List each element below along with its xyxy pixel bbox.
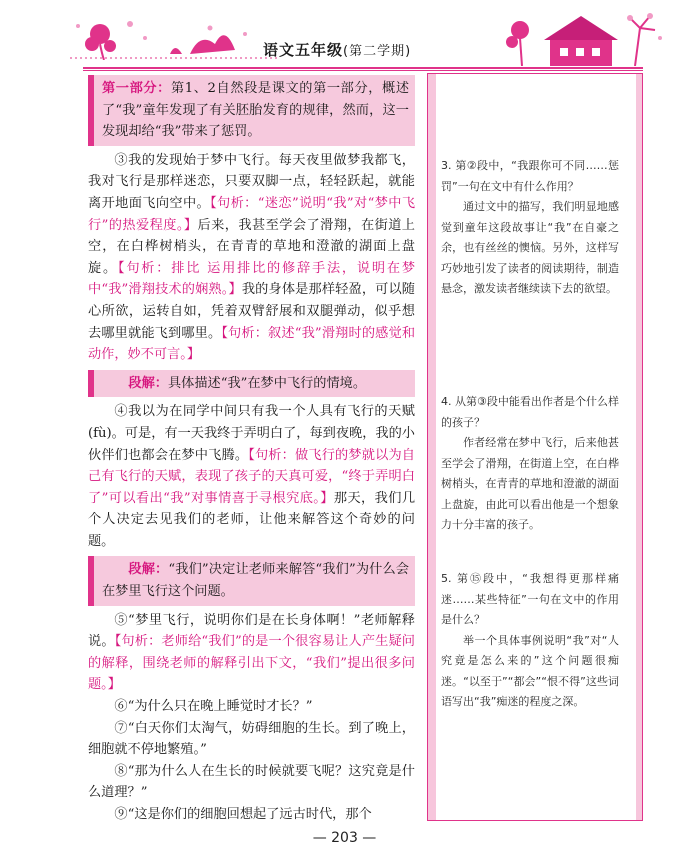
sentence-note: 【句析：“迷恋”说明“我”对“梦中飞行”的热爱程度。】 [88,195,416,233]
page-header [0,0,689,70]
question-4-answer: 作者经常在梦中飞行，后来他甚至学会了滑翔，在街道上空，在白桦树梢头，在青青的草地和澄澈的湖面上盘旋，由此可以看出他是一个想象力十分丰富的孩子。 [441,436,619,531]
paragraph-3-text-c: 我的身体是那样轻盈，可以随心所欲，运转自如，凭着双臂舒展和双腿弹动，似乎想去哪里就能飞到哪里。 [88,282,415,341]
sentence-note: 【句析：排比 运用排比的修辞手法，说明在梦中“我”滑翔技术的娴熟。】 [88,260,416,298]
paragraph-summary-text: 具体描述“我”在梦中飞行的情境。 [167,375,367,391]
paragraph-summary-label: 段解： [128,375,168,391]
paragraph-6: ⑥“为什么只在晚上睡觉时才长？” [114,699,313,715]
paragraph-7: ⑦“白天你们太淘气，妨碍细胞的生长。到了晚上，细胞就不停地繁殖。” [88,720,415,758]
side-questions-column [427,73,643,821]
flower-decoration-left [70,14,280,60]
question-5-prompt: 5. 第⑮段中，“我想得更那样痛迷……某些特征”一句在文中的作用是什么？ [441,572,619,626]
question-3-answer: 通过文中的描写，我们明显地感觉到童年这段故事让“我”在自豪之余，也有丝丝的懊恼。另外，这样写巧妙地引发了读者的阅读期待，制造悬念，激发读者继续读下去的欲望。 [441,200,619,295]
question-3-prompt: 3. 第②段中，“我跟你可不同……惩罚”一句在文中有什么作用？ [441,159,619,193]
header-rule [83,67,643,71]
main-text-column [88,75,415,826]
sentence-note: 【句析：叙述“我”滑翔时的感觉和动作，妙不可言。】 [88,325,416,363]
paragraph-5-text: ⑤“梦里飞行，说明你们是在长身体啊！”老师解释说。 [88,612,415,650]
paragraph-3-text-a: ③我的发现始于梦中飞行。每天夜里做梦我都飞，我对飞行是那样迷恋，只要双脚一点，轻轻跃起，就能离开地面飞向空中。 [88,152,415,211]
book-title [263,39,411,60]
book-title-sub: (第二学期) [343,44,412,59]
paragraph-summary-box [88,556,415,605]
paragraph-summary-label: 段解： [128,562,169,578]
part-summary-label: 第一部分： [102,81,171,96]
question-5-answer: 举一个具体事例说明“我”对“人究竟是怎么来的”这个问题很痴迷。“以至于”“都会”“恨不得”这些词语写出“我”痴迷的程度之深。 [441,633,619,708]
sentence-note: 【句析：做飞行的梦就以为自己有飞行的天赋，表现了孩子的天真可爱，“终于弄明白了”可以看出“我”对事情喜于寻根究底。】 [88,447,415,506]
paragraph-3-text-b: 后来，我甚至学会了滑翔，在街道上空，在白桦树梢头，在青青的草地和澄澈的湖面上盘旋。 [88,217,415,276]
paragraph-summary-box [88,370,415,398]
paragraph-4 [88,401,415,552]
paragraph-5 [88,610,415,696]
question-3 [441,156,619,300]
paragraph-summary-text: “我们”决定让老师来解答“我们”为什么会在梦里飞行这个问题。 [102,562,409,600]
house-decoration-right [500,8,670,66]
sentence-note: 【句析：老师给“我们”的是一个很容易让人产生疑问的解释，围绕老师的解释引出下文，“我们”提出很多问题。】 [88,634,415,693]
paragraph-4-text-a: ④我以为在同学中间只有我一个人具有飞行的天赋(fù)。可是，有一天我终于弄明白了，每到夜晚，我的小伙伴们也都会在梦中飞腾。 [88,404,415,463]
part-summary-box [88,75,415,146]
question-4 [441,392,619,536]
part-summary-text: 第1、2自然段是课文的第一部分，概述了“我”童年发现了有关胚胎发育的规律，然而，这一发现却给“我”带来了惩罚。 [102,81,410,140]
paragraph-8: ⑧“那为什么人在生长的时候就要飞呢？这究竟是什么道理？” [88,763,415,801]
question-5 [441,569,619,713]
paragraph-9: ⑨“这是你们的细胞回想起了远古时代，那个 [114,807,372,822]
paragraph-4-text-b: 那天，我们几个人决定去见我们的老师，让他来解答这个奇妙的问题。 [88,490,416,549]
question-4-prompt: 4. 从第③段中能看出作者是个什么样的孩子？ [441,395,619,429]
paragraph-3 [88,150,415,366]
book-title-main: 语文五年级 [263,41,344,59]
page-number: — 203 — [312,830,377,846]
